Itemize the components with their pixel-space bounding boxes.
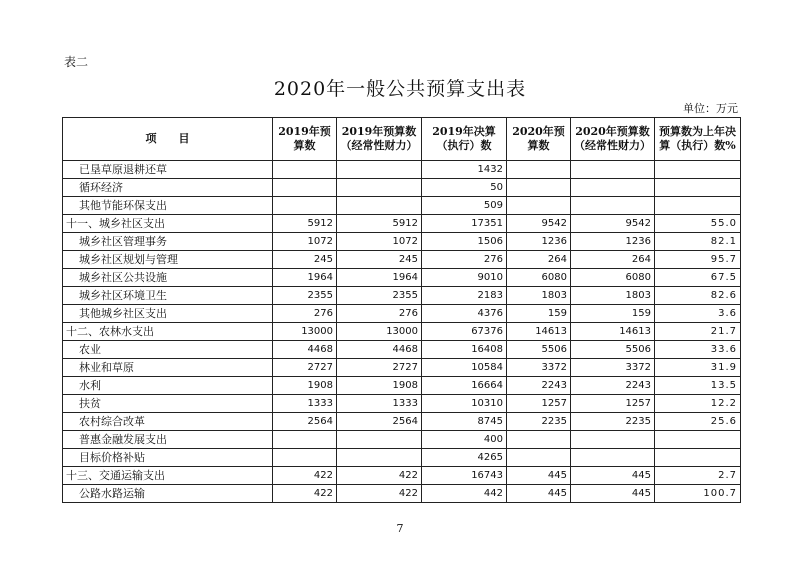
row-value [571,431,655,449]
header-item: 项 目 [63,118,273,161]
table-row [63,359,741,377]
row-value: 67.5 [655,269,741,287]
row-item-name: 水利 [63,377,273,395]
row-value: 3.6 [655,305,741,323]
row-value: 67376 [422,323,507,341]
header-2019-budget-regular: 2019年预算数（经常性财力） [337,118,422,161]
row-value: 159 [507,305,571,323]
row-value: 445 [571,467,655,485]
row-value: 1964 [337,269,422,287]
row-value: 422 [337,485,422,503]
page-title: 2020年一般公共预算支出表 [273,78,527,100]
table-row [63,449,741,467]
row-value: 2.7 [655,467,741,485]
table-row [63,323,741,341]
row-value: 16408 [422,341,507,359]
row-value [507,161,571,179]
row-value [273,431,337,449]
row-item-name: 城乡社区环境卫生 [63,287,273,305]
row-value [571,161,655,179]
row-value: 2564 [273,413,337,431]
row-value [507,197,571,215]
row-value: 21.7 [655,323,741,341]
row-value: 2235 [571,413,655,431]
row-value: 1257 [571,395,655,413]
row-value: 14613 [507,323,571,341]
row-value: 2727 [337,359,422,377]
row-value: 276 [337,305,422,323]
row-item-name: 扶贫 [63,395,273,413]
table-row [63,197,741,215]
row-value: 4468 [337,341,422,359]
row-value: 1908 [337,377,422,395]
table-row [63,467,741,485]
row-value: 17351 [422,215,507,233]
row-value: 8745 [422,413,507,431]
table-row [63,251,741,269]
row-value: 13000 [337,323,422,341]
header-2020-budget: 2020年预算数 [507,118,571,161]
row-item-name: 农村综合改革 [63,413,273,431]
row-value: 445 [507,485,571,503]
page-number: 7 [396,522,404,535]
row-value: 2564 [337,413,422,431]
row-value: 13000 [273,323,337,341]
unit-label: 单位：万元 [683,102,738,115]
row-value: 2355 [273,287,337,305]
table-row [63,269,741,287]
row-value: 2235 [507,413,571,431]
row-value: 2727 [273,359,337,377]
row-value [507,449,571,467]
table-row [63,377,741,395]
row-item-name: 已垦草原退耕还草 [63,161,273,179]
row-value: 95.7 [655,251,741,269]
row-value: 159 [571,305,655,323]
table-row [63,233,741,251]
row-value: 245 [273,251,337,269]
row-value: 82.6 [655,287,741,305]
row-value [337,449,422,467]
table-row [63,431,741,449]
row-value: 442 [422,485,507,503]
row-value: 2243 [507,377,571,395]
row-item-name: 十三、交通运输支出 [63,467,273,485]
row-value: 16664 [422,377,507,395]
row-value [655,179,741,197]
row-value: 276 [422,251,507,269]
row-value: 1072 [337,233,422,251]
row-value: 422 [273,485,337,503]
row-value: 5912 [273,215,337,233]
row-value: 1803 [571,287,655,305]
row-value: 1236 [571,233,655,251]
row-value: 1908 [273,377,337,395]
row-value: 264 [507,251,571,269]
row-value [337,161,422,179]
header-2019-final: 2019年决算（执行）数 [422,118,507,161]
row-item-name: 循环经济 [63,179,273,197]
table-row [63,395,741,413]
row-value: 3372 [571,359,655,377]
row-value: 1333 [273,395,337,413]
row-value: 422 [337,467,422,485]
row-value: 276 [273,305,337,323]
row-item-name: 十二、农林水支出 [63,323,273,341]
row-value: 1072 [273,233,337,251]
row-value: 445 [507,467,571,485]
row-item-name: 公路水路运输 [63,485,273,503]
row-value: 13.5 [655,377,741,395]
row-value [571,197,655,215]
row-value [337,179,422,197]
row-value [571,179,655,197]
row-value: 10310 [422,395,507,413]
row-item-name: 城乡社区规划与管理 [63,251,273,269]
row-value: 12.2 [655,395,741,413]
row-value [337,431,422,449]
header-ratio: 预算数为上年决算（执行）数% [655,118,741,161]
row-value: 5506 [507,341,571,359]
row-value: 422 [273,467,337,485]
table-row [63,179,741,197]
row-value: 2243 [571,377,655,395]
row-value [273,161,337,179]
row-value [507,431,571,449]
table-row [63,305,741,323]
row-value: 1236 [507,233,571,251]
row-value: 25.6 [655,413,741,431]
row-value: 6080 [507,269,571,287]
row-value: 445 [571,485,655,503]
table-row [63,287,741,305]
table-row [63,215,741,233]
row-value [655,449,741,467]
row-value [273,197,337,215]
row-value: 4376 [422,305,507,323]
row-value: 245 [337,251,422,269]
row-value: 50 [422,179,507,197]
row-value: 4265 [422,449,507,467]
table-row [63,485,741,503]
row-value: 4468 [273,341,337,359]
budget-table [62,117,741,503]
row-item-name: 十一、城乡社区支出 [63,215,273,233]
row-value: 33.6 [655,341,741,359]
row-value: 82.1 [655,233,741,251]
table-row [63,341,741,359]
row-value: 400 [422,431,507,449]
row-value: 1964 [273,269,337,287]
row-value: 55.0 [655,215,741,233]
row-item-name: 城乡社区管理事务 [63,233,273,251]
row-value: 5506 [571,341,655,359]
row-value [571,449,655,467]
row-value: 1257 [507,395,571,413]
row-value [273,179,337,197]
row-value: 100.7 [655,485,741,503]
row-value: 31.9 [655,359,741,377]
row-value: 6080 [571,269,655,287]
row-value: 10584 [422,359,507,377]
row-value: 9010 [422,269,507,287]
row-value [273,449,337,467]
row-value [655,197,741,215]
row-item-name: 普惠金融发展支出 [63,431,273,449]
row-item-name: 目标价格补贴 [63,449,273,467]
row-value: 1803 [507,287,571,305]
row-item-name: 其他城乡社区支出 [63,305,273,323]
row-item-name: 农业 [63,341,273,359]
row-value: 5912 [337,215,422,233]
row-value [655,161,741,179]
table-row [63,161,741,179]
row-value [507,179,571,197]
header-2020-budget-regular: 2020年预算数（经常性财力） [571,118,655,161]
row-value: 2355 [337,287,422,305]
row-value: 16743 [422,467,507,485]
row-value: 14613 [571,323,655,341]
row-value [655,431,741,449]
row-item-name: 城乡社区公共设施 [63,269,273,287]
row-value: 2183 [422,287,507,305]
row-value: 1333 [337,395,422,413]
header-row [63,118,741,161]
table-row [63,413,741,431]
row-value: 264 [571,251,655,269]
row-item-name: 其他节能环保支出 [63,197,273,215]
row-value: 3372 [507,359,571,377]
header-2019-budget: 2019年预算数 [273,118,337,161]
row-item-name: 林业和草原 [63,359,273,377]
row-value: 9542 [571,215,655,233]
row-value: 1432 [422,161,507,179]
table-label: 表二 [64,55,89,69]
row-value: 1506 [422,233,507,251]
row-value: 9542 [507,215,571,233]
row-value: 509 [422,197,507,215]
row-value [337,197,422,215]
